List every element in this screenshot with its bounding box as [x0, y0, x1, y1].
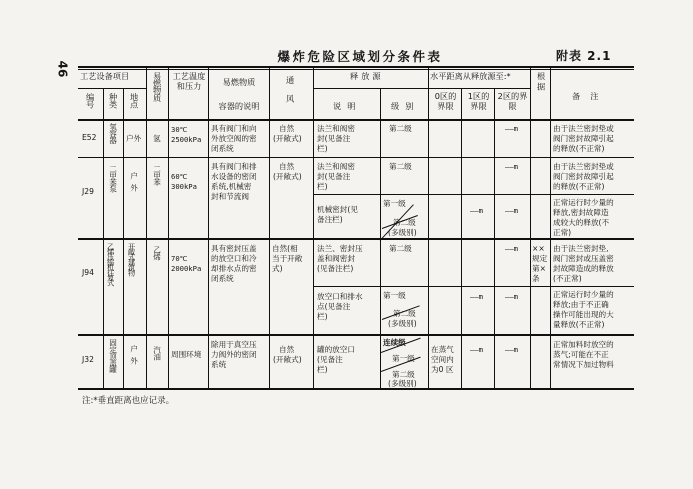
grid-line [146, 68, 147, 389]
header-release-grade: 级别 [391, 101, 420, 111]
row-j32-zone0-line: 在蒸气 [431, 345, 454, 354]
row-j32-remarks-line: 蒸气;可能在不正 [553, 350, 609, 359]
row-j94-kind: 乙烯压缩机往复式 [106, 243, 116, 285]
row-j32-release-line: 罐的放空口 [317, 345, 355, 354]
row-j94-flammable: 乙烯 [152, 246, 162, 260]
row-e52-container-line: 闭系统 [211, 144, 234, 153]
header-zone0: 0区的界限 [434, 91, 457, 111]
row-j94-release2-line: 栏) [317, 312, 328, 321]
row-j94-container-line: 闭系统 [211, 274, 234, 283]
row-j29-zone1-2: ——m [470, 206, 483, 215]
row-j94-remarks2-line: 释放;由于不正确 [553, 300, 609, 309]
row-j94-grade1: 第二级 [389, 244, 412, 253]
header-kind: 种类 [108, 93, 119, 108]
row-e52-grade: 第二级 [389, 124, 412, 133]
header-rule [78, 119, 634, 121]
row-j29-remarks2-line: 成较大的释放(不 [553, 218, 610, 227]
header-container-desc: 容器的说明 [218, 101, 260, 111]
header-location: 地点 [129, 93, 140, 108]
row-j32-container-line: 除用于真空压 [211, 340, 257, 349]
row-j94-zone2-2: ——m [505, 292, 518, 301]
row-j32-kind: 固定顶盖罐 [108, 339, 118, 372]
header-equipment-group: 工艺设备项目 [80, 71, 130, 81]
row-e52-location: 户外 [126, 134, 142, 143]
row-e52-flammable: 氢 [153, 134, 161, 143]
row-j32-ventilation-line: 自然 [279, 345, 295, 354]
header-container-group: 易燃物质 [222, 77, 256, 87]
row-j29-container-line: 具有阀门和排 [211, 162, 257, 171]
row-j32-location: 户外 [129, 345, 139, 369]
row-j29-grade2-first: 第一级 [383, 199, 406, 208]
grid-line [168, 68, 169, 389]
row-j94-basis-line: 第× [532, 264, 546, 273]
row-rule [313, 194, 634, 195]
row-j94-location: 开敞式建筑物 [127, 243, 137, 275]
grid-line [530, 68, 531, 389]
row-rule [313, 286, 634, 287]
row-j29-container-line: 系统,机械密 [211, 182, 252, 191]
row-j94-basis-line: 规定 [532, 254, 548, 263]
row-j29-number: J29 [82, 187, 94, 196]
header-flammable: 易燃物质 [152, 72, 163, 101]
row-j94-remarks1-line: 封故障造成的释放 [553, 264, 614, 273]
row-rule [78, 157, 634, 158]
row-j32-grade-second: 第二级 [392, 370, 415, 379]
table-id: 附表 2.1 [556, 49, 612, 63]
row-j32-zone1: ——m [470, 345, 483, 354]
row-j94-zone2-1: ——m [505, 244, 518, 253]
row-j94-release1-line: 法兰、密封压 [317, 244, 363, 253]
row-j94-grade2-second: 第二级 [393, 309, 416, 318]
row-j32-grade-continuous: 连续级 [383, 338, 406, 347]
row-j29-remarks1-line: 由于法兰密封垫或 [553, 162, 614, 171]
header-release-desc: 说明 [333, 101, 362, 111]
row-j32-ventilation-line: (开敞式) [273, 355, 302, 364]
row-j29-location: 户外 [129, 172, 139, 196]
header-zone1: 1区的界限 [467, 91, 490, 111]
row-j94-remarks1-line: 阀门密封或压盖密 [553, 254, 614, 263]
row-j94-zone1-2: ——m [470, 292, 483, 301]
row-j94-release1-line: (见备注栏) [317, 264, 354, 273]
row-e52-zone2: ——m [505, 124, 518, 133]
row-j29-release1-line: 栏) [317, 182, 328, 191]
row-j94-temperature: 70℃ [171, 254, 188, 263]
row-j29-remarks1-line: 的释放(不正常) [553, 182, 605, 191]
row-j29-release2-line: 备注栏) [317, 215, 343, 224]
row-j94-number: J94 [82, 268, 94, 277]
row-j29-release1-line: 法兰和阀密 [317, 162, 355, 171]
row-j94-container-line: 却排水点的密 [211, 264, 257, 273]
row-j29-remarks2-line: 释放,密封故障造 [553, 208, 609, 217]
grid-line [269, 68, 270, 389]
row-j32-zone2: ——m [505, 345, 518, 354]
row-j32-container-line: 系统 [211, 360, 227, 369]
row-j94-remarks1-line: 由于法兰密封垫, [553, 244, 609, 253]
row-j29-remarks2-line: 正常运行时少量的 [553, 198, 614, 207]
row-j32-flammable: 汽油 [152, 346, 162, 360]
row-j29-ventilation-line: (开敞式) [273, 172, 302, 181]
header-ventilation: 通风 [285, 76, 296, 113]
row-j94-remarks2-line: 量释放(不正常) [553, 320, 605, 329]
row-e52-number: E52 [82, 133, 97, 142]
row-j94-ventilation-line: 当于开敞 [272, 254, 303, 263]
row-e52-release-line: 封(见备注 [317, 134, 351, 143]
row-j32-remarks-line: 正常加料时放空的 [553, 340, 614, 349]
row-e52-remarks-line: 的释放(不正常) [553, 144, 605, 153]
row-j94-ventilation-line: 自然(相 [272, 244, 298, 253]
row-j29-remarks1-line: 阀门密封故障引起 [553, 172, 614, 181]
header-process: 工艺温度和压力 [172, 71, 206, 91]
grid-line [313, 68, 314, 389]
row-rule [78, 238, 634, 240]
row-j29-zone2-2: ——m [505, 206, 518, 215]
row-j29-ventilation-line: 自然 [279, 162, 295, 171]
row-e52-kind: 氢容器 [108, 123, 118, 143]
row-j94-container-line: 的放空口和冷 [211, 254, 257, 263]
row-j32-release-line: (见备注 [317, 355, 343, 364]
row-j94-release1-line: 盖和阀密封 [317, 254, 355, 263]
row-j32-temperature: 周围环境 [171, 350, 202, 359]
row-j32-zone0-line: 为0 区 [431, 365, 454, 374]
row-j94-pressure: 2000kPa [171, 264, 202, 273]
row-e52-remarks-line: 阀门密封故障引起 [553, 134, 614, 143]
row-j29-grade2-multi: (多级别) [388, 228, 417, 237]
row-j94-basis-line: ×× [532, 244, 545, 253]
row-e52-ventilation-line: 自然 [279, 124, 295, 133]
row-e52-container-line: 具有阀门和向 [211, 124, 257, 133]
row-j94-remarks2-line: 正常运行时少量的 [553, 290, 614, 299]
row-j29-release2-line: 机械密封(见 [317, 205, 358, 214]
row-j29-remarks2-line: 正常) [553, 228, 572, 237]
grid-line [78, 88, 146, 89]
row-j32-zone0-line: 空间内 [431, 355, 454, 364]
row-j29-grade1: 第二级 [389, 162, 412, 171]
row-j94-container-line: 具有密封压盖 [211, 244, 257, 253]
row-j32-remarks-line: 常情况下加过物料 [553, 360, 614, 369]
page-number: 46 [55, 60, 70, 78]
header-basis: 根据 [536, 72, 547, 93]
row-j29-container-line: 水设备的密闭 [211, 172, 257, 181]
row-j29-flammable: 二甲苯 [152, 165, 162, 185]
header-remarks: 备注 [572, 91, 609, 101]
row-j94-release2-line: 点(见备注 [317, 302, 351, 311]
row-j29-kind: 二甲苯泵 [108, 165, 118, 192]
grid-line [428, 68, 429, 389]
row-j94-release2-line: 放空口和排水 [317, 292, 363, 301]
row-j32-grade-first: 第一级 [392, 354, 415, 363]
row-j94-grade2-multi: (多级别) [388, 319, 417, 328]
row-e52-container-line: 外放空阀的密 [211, 134, 257, 143]
row-j29-zone2-1: ——m [505, 162, 518, 171]
header-distance-group: 水平距离从释放源至:* [430, 71, 511, 81]
row-e52-release-line: 栏) [317, 144, 328, 153]
grid-line [208, 68, 209, 389]
row-e52-temperature: 30℃ [171, 125, 188, 134]
row-j29-grade2-second: 第二级 [393, 218, 416, 227]
grid-line [428, 88, 530, 89]
row-j32-container-line: 力阀外的密闭 [211, 350, 257, 359]
header-number: 编号 [85, 93, 96, 108]
row-e52-remarks-line: 由于法兰密封垫或 [553, 124, 614, 133]
row-j32-release-line: 栏) [317, 365, 328, 374]
row-j32-number: J32 [82, 355, 94, 364]
header-release-group: 释放源 [350, 71, 384, 81]
row-j94-grade2-first: 第一级 [383, 291, 406, 300]
row-e52-release-line: 法兰和阀密 [317, 124, 355, 133]
row-j94-basis-line: 条 [532, 274, 540, 283]
footnote: 注:*垂直距离也应记录。 [82, 396, 175, 406]
row-j94-remarks1-line: (不正常) [553, 274, 582, 283]
row-j32-grade-multi: (多级别) [388, 379, 417, 388]
row-j29-pressure: 300kPa [171, 182, 197, 191]
grid-line [313, 88, 428, 89]
row-j94-remarks2-line: 操作可能出现的大 [553, 310, 614, 319]
grid-line [550, 68, 551, 389]
row-e52-pressure: 2500kPa [171, 135, 202, 144]
row-e52-ventilation-line: (开敞式) [273, 134, 302, 143]
row-j29-release1-line: 封(见备注 [317, 172, 351, 181]
header-zone2: 2区的界限 [497, 91, 528, 111]
row-j29-container-line: 封和节流阀 [211, 192, 249, 201]
table-title: 爆炸危险区域划分条件表 [277, 49, 443, 64]
row-j94-ventilation-line: 式) [272, 264, 283, 273]
row-j29-temperature: 60℃ [171, 172, 188, 181]
row-rule [78, 334, 634, 336]
